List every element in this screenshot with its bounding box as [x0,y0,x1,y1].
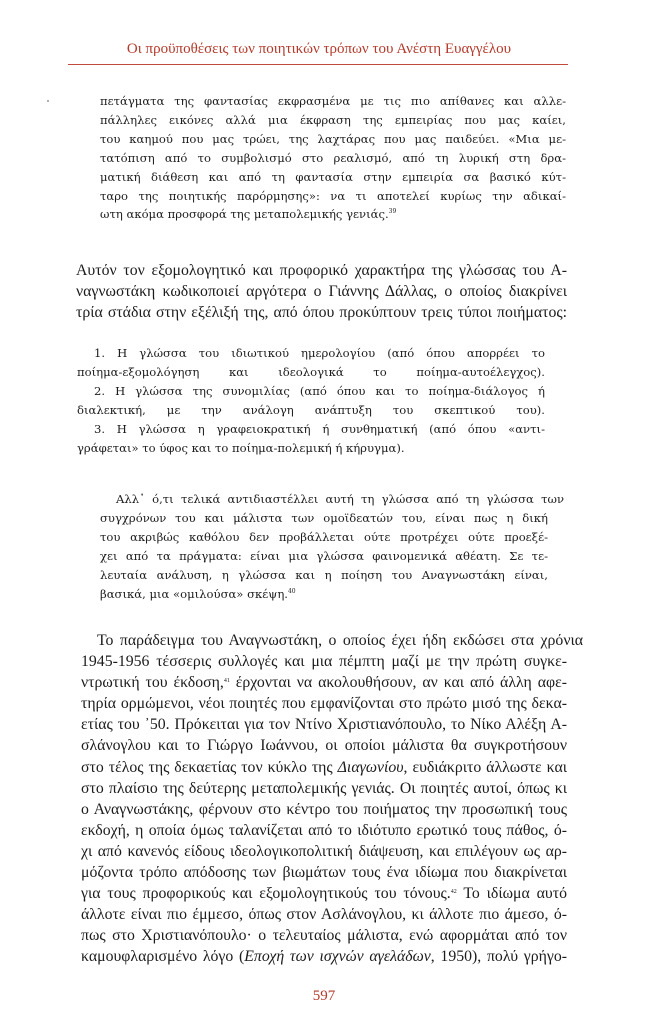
text-line: πάλληλες εικόνες αλλά μια έκφραση της εμπειρίας που μας καίει, [100,112,566,127]
text-line: τηρία ορμώμενοι, νέοι ποιητές που εμφανίζονται στο πρώτο μισό της δεκα- [81,695,567,713]
text-line: Το παράδειγμα του Αναγνωστάκη, ο οποίος έχει ήδη εκδώσει στα χρόνια [97,632,583,649]
text-line: ματική διάθεση και από τη φαντασία στην εμπειρία σα βασικό κύτ- [100,169,566,184]
text-line: του ακριβώς καθόλου δεν προβάλλεται ούτε προτρέχει ούτε προεξέ- [100,529,548,544]
text-line: ωτη ακόμα προσφορά της μεταπολεμικής γενιάς.$^{39}$ [100,207,397,222]
text-line: άλλοτε είναι πιο έμμεσο, όπως στον Ασλάνογλου, κι άλλοτε πιο άμεσο, ό- [81,906,567,924]
list-item-cont: διαλεκτική, με την ανάλογη ανάπτυξη του σκεπτικού του). [77,402,545,417]
text-line: ο Αναγνωστάκης, φέρνουν στο κέντρο του ποιήματος την προσωπική τους [81,800,567,818]
paragraph-1 [76,260,567,323]
text-line: πως στο Χριστιανόπουλο· ο τελευταίος μάλιστα, ενώ αφορμάται από τον [81,927,567,945]
list-item: 2. Η γλώσσα της συνομιλίας (από όπου και το ποίημα-διάλογος ή [94,383,545,398]
list-item-cont: ποίημα-εξομολόγηση και ιδεολογικά το ποίημα-αυτοέλεγχος). [77,364,545,379]
footnote-ref-42: 42 [450,889,457,896]
running-head: Οι προϋποθέσεις των ποιητικών τρόπων του Ανέστη Ευαγγέλου [126,41,512,57]
text-line: μόζοντα τρόπο απόδοσης των βιωμάτων τους ένα ιδίωμα που διακρίνεται [81,864,567,882]
text-line: Αυτόν τον εξομολογητικό και προφορικό χαρακτήρα της γλώσσας του Α- [76,262,567,279]
text-line: τρία στάδια στην εξέλιξή της, από όπου προκύπτουν τρεις τύποι ποιήματος: [76,304,567,322]
text-line: συγχρόνων του και μάλιστα των ομοϊδεατών του, είναι πως η δική [100,510,548,525]
text-line: στο πλαίσιο της δεύτερης μεταπολεμικής γενιάς. Οι ποιητές αυτοί, όπως κι [81,779,567,797]
text-line: τατόπιση από το συμβολισμό στο ρεαλισμό, από τη λυρική στη δρα- [100,150,566,165]
paragraph-2 [81,630,583,968]
text-line: ναγνωστάκη κωδικοποιεί αργότερα ο Γιάννης Δάλλας, ο οποίος διακρίνει [76,283,567,301]
text-line: πετάγματα της φαντασίας εκφρασμένα με τις πιο απίθανες και αλλε- [100,94,566,108]
list-item: 1. Η γλώσσα του ιδιωτικού ημερολογίου (από όπου απορρέει το [94,346,545,360]
text-line: εκδοχή, η οποία όμως ταλανίζεται από το ιδιότυπο ερωτικό τους πάθος, ό- [81,821,567,839]
text-line: για τους προφορικούς και εξομολογητικούς του τόνους.$^{42}$ Το ιδίωμα αυτό [81,885,568,903]
text-line: χι από κανενός είδους ιδεολογικοπολιτική διάψευση, και επιλέγουν ως αρ- [81,842,567,860]
text-line: χει από τα πράγματα: είναι μια γλώσσα φαινομενικά αθέατη. Σε τε- [100,548,548,563]
header-rule [68,64,568,65]
speck [47,100,49,102]
page-number: 597 [312,988,336,1004]
list-item-cont: γράφεται» το ύφος και το ποίημα-πολεμική ή κήρυγμα). [77,440,405,455]
text-line: στο τέλος της δεκαετίας τον κύκλο της Διαγωνίου, ευδιάκριτο άλλωστε και [81,758,567,776]
text-line: βασικά, μια «ομιλούσα» σκέψη.$^{40}$ [100,586,296,601]
text-line: λευταία ανάλυση, η γλώσσα και η ποίηση του Αναγνωστάκη είναι, [100,567,548,582]
numbered-list [77,344,545,457]
text-line: ταρο της ποιητικής παρόρμησης»: να τι αποτελεί κυρίως την αδικαί- [100,188,566,203]
list-item: 3. Η γλώσσα η γραφειοκρατική ή συνθηματική (από όπου «αντι- [94,421,545,436]
text-line: Αλλ᾽ ό,τι τελικά αντιδιαστέλλει αυτή τη γλώσσα από τη γλώσσα των [116,492,564,506]
footnote-ref-41: 41 [223,678,230,685]
text-line: 1945-1956 τέσσερις συλλογές και μια πέμπτη μαζί με την πρώτη συγκε- [81,653,567,671]
text-line: του καημού που μας τρώει, της λαχτάρας που μας παιδεύει. «Μια με- [100,131,566,146]
block-quote-1 [100,92,566,224]
block-quote-2 [100,490,564,603]
book-title: Εποχή των ισχνών αγελάδων [244,948,431,966]
text-line: σλάνογλου και το Γιώργο Ιωάννου, οι οποίοι μάλιστα θα συγκροτήσουν [81,737,567,755]
text-line: ντρωτική του έκδοση,$^{41}$ έρχονται να ακολουθήσουν, αν και από άλλη αφε- [81,674,567,692]
text-line: καμουφλαρισμένο λόγο (Εποχή των ισχνών αγελάδων, 1950), πολύ γρήγο- [81,948,568,966]
text-line: ετίας του ᾽50. Πρόκειται για τον Ντίνο Χριστιανόπουλο, το Νίκο Αλέξη Α- [81,716,567,734]
footnote-ref-39: 39 [388,208,397,216]
footnote-ref-40: 40 [287,587,296,595]
journal-title: Διαγωνίου [337,758,404,776]
